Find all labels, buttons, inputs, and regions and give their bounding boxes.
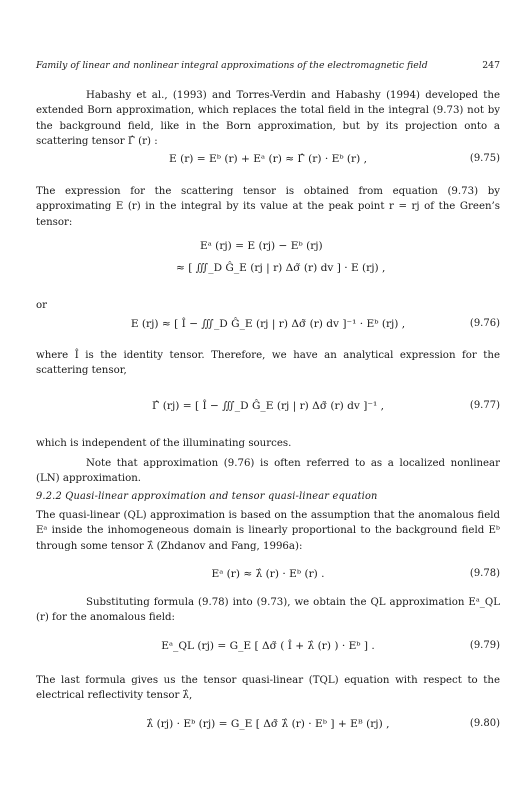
equation-number: (9.80) [469,718,500,729]
equation-9-77 [36,400,500,412]
paragraph-1: Habashy et al., (1993) and Torres-Verdin and Habashy (1994) developed the extended Born approximation, which replaces the total field in the integral (9.73) not by the background field, like in the Born approximation, but by its projection onto a scattering tensor Γ̂ (r) : [36,90,500,148]
equation-number: (9.75) [469,153,500,164]
running-title: Family of linear and nonlinear integral approximations of the electromagnetic field [36,60,428,71]
equation-body: λ̂ (rj) · Eᵇ (rj) = G_E [ Δσ̃ λ̂ (r) · Eᵇ ] + Eᴮ (rj) , [146,718,390,730]
equation-body: E (r) = Eᵇ (r) + Eᵃ (r) ≈ Γ̂ (r) · Eᵇ (r) , [168,153,367,165]
page-number: 247 [482,60,500,71]
equation-body: Γ̂ (rj) = [ Î − ∭_D Ĝ_E (rj | r) Δσ̃ (r) dv ]⁻¹ , [152,400,384,412]
equation-body: ≈ [ ∭_D Ĝ_E (rj | r) Δσ̃ (r) dv ] · E (rj) , [176,262,386,274]
equation-9-80 [36,718,500,730]
paragraph-8: Substituting formula (9.78) into (9.73), we obtain the QL approximation Eᵃ_QL (r) for the anomalous field: [36,597,500,624]
equation-anomalous-field [36,240,500,252]
section-heading: 9.2.2 Quasi-linear approximation and tensor quasi-linear equation [36,491,378,502]
equation-body: E (rj) ≈ [ Î − ∭_D Ĝ_E (rj | r) Δσ̃ (r) dv ]⁻¹ · Eᵇ (rj) , [130,318,406,330]
equation-9-78 [36,568,500,580]
equation-number: (9.77) [469,400,500,411]
equation-9-75 [36,153,500,165]
equation-body: Eᵃ (r) ≈ λ̂ (r) · Eᵇ (r) . [211,568,325,580]
paragraph-4: where Î is the identity tensor. Therefore, we have an analytical expression for the scattering tensor, [36,350,500,377]
paragraph-6: Note that approximation (9.76) is often referred to as a localized nonlinear (LN) approximation. [36,458,500,485]
equation-9-79 [36,640,500,652]
equation-anomalous-field-approx [36,262,500,274]
paragraph-2: The expression for the scattering tensor is obtained from equation (9.73) by approximating E (r) in the integral by its value at the peak point r = rj of the Green’s tensor: [36,186,500,228]
paragraph-3: or [36,300,48,311]
equation-number: (9.78) [469,568,500,579]
paragraph-7: The quasi-linear (QL) approximation is based on the assumption that the anomalous field Eᵃ inside the inhomogeneous domain is linearly proportional to the background field Eᵇ through some tensor λ̂ (Zhdanov and Fang, 1996a): [36,510,500,552]
equation-body: Eᵃ (rj) = E (rj) − Eᵇ (rj) [200,240,323,252]
paragraph-5: which is independent of the illuminating sources. [36,438,292,449]
equation-body: Eᵃ_QL (rj) = G_E [ Δσ̃ ( Î + λ̂ (r) ) · Eᵇ ] . [161,640,375,652]
running-header [36,60,500,71]
paragraph-9: The last formula gives us the tensor quasi-linear (TQL) equation with respect to the electrical reflectivity tensor λ̂, [36,675,500,702]
equation-9-76 [36,318,500,330]
equation-number: (9.76) [469,318,500,329]
equation-number: (9.79) [469,640,500,651]
